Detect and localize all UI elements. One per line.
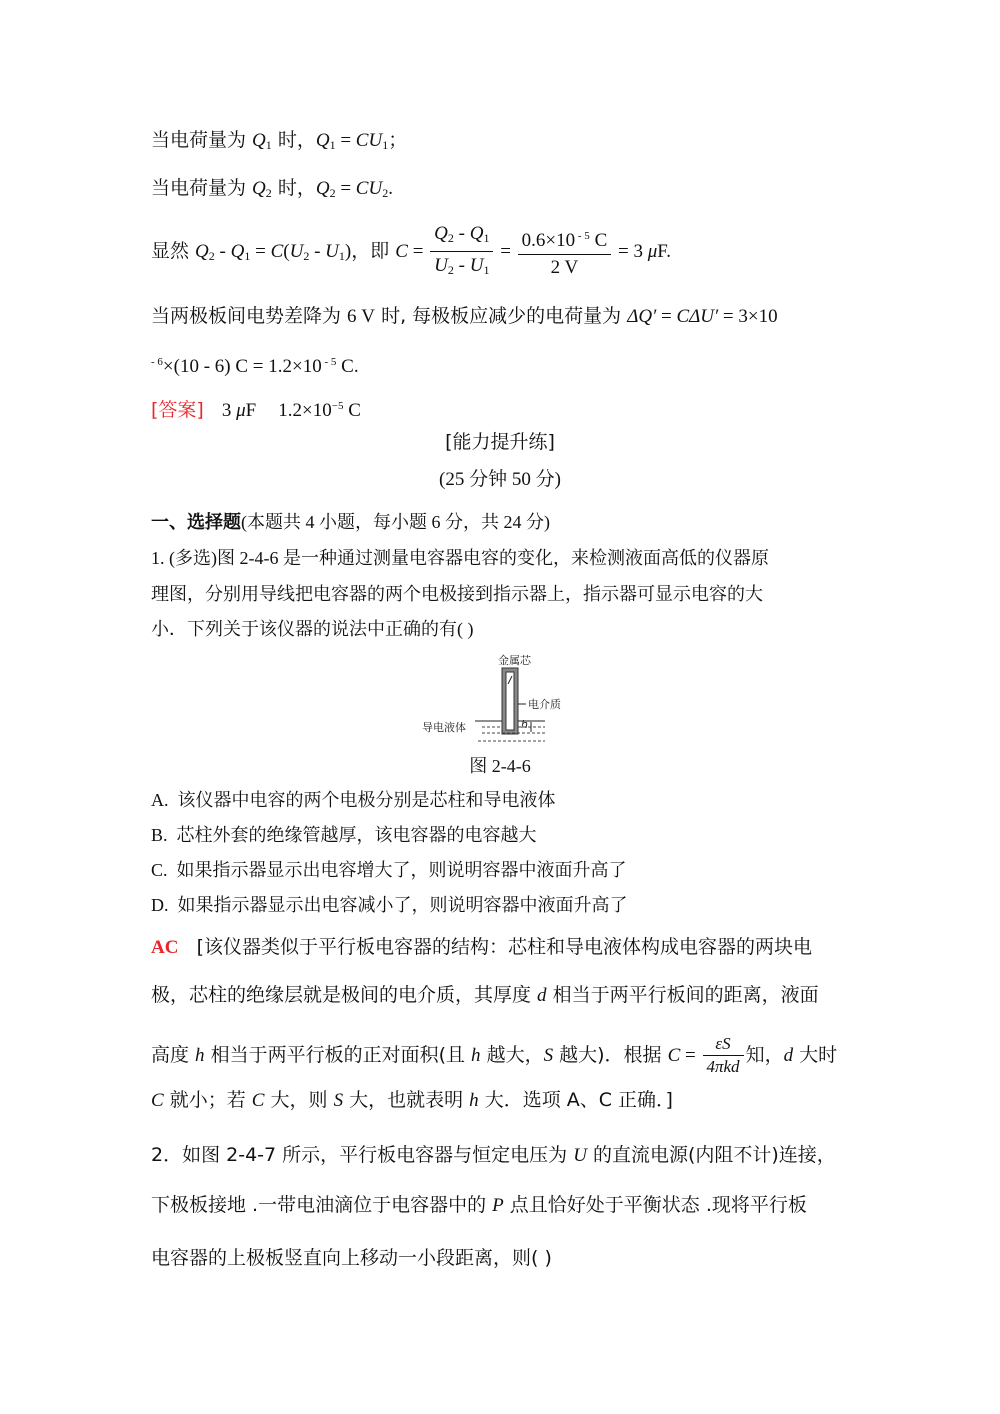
text: 相当于两平行板间的距离，液面: [546, 984, 819, 1006]
var: h: [471, 1045, 481, 1066]
text: 高度: [151, 1044, 196, 1066]
text: 2．如图 2-4-7 所示，平行板电容器与恒定电压为: [151, 1144, 574, 1166]
q2-line-3: 电容器的上极板竖直向上移动一小段距离，则( ): [151, 1247, 552, 1269]
unit: C: [343, 400, 361, 421]
sub: 2: [382, 186, 389, 200]
text: 点且恰好处于平衡状态 .现将平行板: [503, 1194, 807, 1216]
sub: 1: [483, 263, 490, 277]
q2-line-1: [151, 1143, 836, 1168]
var: C: [270, 241, 284, 262]
option-a: [151, 788, 556, 812]
heading-bold: 一、选择题: [151, 512, 241, 533]
value: = 3×10: [718, 306, 778, 327]
var: C: [395, 241, 408, 262]
sub: 2: [447, 263, 454, 277]
sub: 1: [382, 138, 389, 152]
var: Q: [230, 241, 245, 262]
option-c: [151, 858, 627, 882]
q1-line-3: 小．下列关于该仪器的说法中正确的有( ): [151, 619, 474, 639]
sub: 1: [329, 138, 336, 152]
q1-answer: AC: [151, 937, 179, 958]
equals: =: [656, 306, 677, 327]
var: Q: [195, 241, 209, 262]
text: 相当于两平行板的正对面积(且: [204, 1044, 472, 1066]
figure-caption: 图 2-4-6: [469, 756, 531, 776]
var: Q: [469, 223, 484, 244]
explanation-line-1: [151, 935, 812, 960]
punct: ；: [388, 129, 408, 151]
text: 越大)．根据: [553, 1044, 668, 1066]
option-letter: B.: [151, 825, 168, 845]
text: 下极板接地 .一带电油滴位于电容器中的: [151, 1194, 493, 1216]
explanation-line-3: [151, 1035, 837, 1076]
explanation-line-4: [151, 1088, 673, 1113]
equals: =: [680, 1045, 701, 1066]
var: U: [434, 255, 448, 276]
text: 当电荷量为: [151, 177, 253, 199]
option-letter: A.: [151, 790, 169, 810]
value: 0.6×10: [521, 229, 576, 251]
numerator: [430, 222, 493, 252]
var: CΔU′: [676, 306, 719, 327]
var: C: [151, 1090, 164, 1111]
minus: -: [453, 223, 470, 244]
label-dielectric: 电介质: [528, 698, 561, 711]
q1-line-1: 1. (多选)图 2-4-6 是一种通过测量电容器电容的变化，来检测液面高低的仪器原: [151, 548, 769, 568]
sub: 1: [265, 138, 272, 152]
var: P: [492, 1195, 504, 1216]
numerator: [518, 225, 612, 255]
equals: =: [335, 178, 356, 199]
capacitor-level-figure: [420, 650, 590, 746]
denominator: 4πkd: [706, 1057, 740, 1076]
capacitance-formula: [703, 1035, 744, 1076]
numerator: εS: [703, 1035, 744, 1056]
var-cu: CU: [355, 178, 383, 199]
option-letter: C.: [151, 860, 168, 880]
equals: =: [250, 241, 271, 262]
section-heading: [151, 510, 550, 535]
text: ，即: [351, 240, 396, 262]
option-text: 芯柱外套的绝缘管越厚，该电容器的电容越大: [176, 825, 537, 845]
text: 大．选项 A、C 正确．]: [478, 1089, 673, 1111]
sub: 2: [329, 186, 336, 200]
unit: C: [589, 229, 608, 251]
equals: =: [335, 130, 356, 151]
text: 的直流电源(内阻不计)连接，: [586, 1144, 836, 1166]
answer-label: [答案]: [151, 399, 204, 421]
exponent: - 6: [151, 356, 163, 368]
section-title: [能力提升练]: [445, 431, 555, 453]
var: U: [289, 241, 304, 262]
text: 大，则: [264, 1089, 334, 1111]
sub: 2: [265, 186, 272, 200]
var-q: Q: [252, 130, 266, 151]
sub: 2: [447, 231, 454, 245]
var: h: [469, 1090, 479, 1111]
unit: F.: [657, 241, 672, 262]
var: S: [543, 1045, 554, 1066]
minus: -: [214, 241, 231, 262]
text: [该仪器类似于平行板电容器的结构：芯柱和导电液体构成电容器的两块电: [196, 936, 812, 958]
var: h: [195, 1045, 205, 1066]
text: 当电荷量为: [151, 129, 253, 151]
var: d: [537, 985, 547, 1006]
option-letter: D.: [151, 895, 169, 915]
solution-line-4: [151, 304, 778, 329]
text: 越大，: [480, 1044, 544, 1066]
solution-line-1: [151, 128, 407, 157]
punct: .: [388, 178, 393, 199]
denominator: [430, 252, 493, 281]
answer-value-1: 3: [221, 400, 237, 421]
paren: ): [344, 241, 352, 262]
var-q: Q: [315, 178, 330, 199]
mu: μ: [236, 400, 246, 421]
var-cu: CU: [355, 130, 383, 151]
section-time: (25 分钟 50 分): [439, 469, 561, 490]
option-text: 如果指示器显示出电容增大了，则说明容器中液面升高了: [176, 860, 627, 880]
option-d: [151, 893, 628, 917]
equals: =: [495, 241, 516, 262]
var: U: [573, 1145, 587, 1166]
sub: 1: [483, 231, 490, 245]
var: C: [667, 1045, 681, 1066]
text: 知，: [745, 1044, 784, 1066]
mu: μ: [647, 241, 658, 262]
minus: -: [309, 241, 326, 262]
var: d: [783, 1045, 794, 1066]
exponent: - 5: [575, 229, 590, 242]
text: 时，: [271, 129, 316, 151]
text: 就小；若: [163, 1089, 252, 1111]
value: 6 V: [347, 306, 376, 327]
label-liquid: 导电液体: [422, 721, 466, 734]
text: 时，: [271, 177, 316, 199]
text: C.: [336, 356, 359, 377]
text: 极，芯柱的绝缘层就是极间的电介质，其厚度: [151, 984, 538, 1006]
paren: (: [283, 241, 290, 262]
explanation-line-2: [151, 983, 819, 1008]
sub: 2: [208, 249, 215, 263]
equals: =: [407, 241, 429, 262]
answer-line: [151, 394, 361, 423]
var-q: Q: [252, 178, 266, 199]
q1-line-2: 理图，分别用导线把电容器的两个电极接到指示器上，指示器可显示电容的大: [151, 584, 763, 604]
var: U: [325, 241, 339, 262]
answer-value-2: 1.2×10: [278, 400, 332, 421]
exponent: - 5: [321, 356, 337, 368]
solution-line-5: [151, 350, 359, 379]
sub: 1: [338, 249, 345, 263]
label-h: h: [521, 718, 528, 731]
solution-line-2: [151, 176, 393, 205]
exponent: −5: [331, 400, 344, 412]
var: C: [251, 1090, 265, 1111]
label-core: 金属芯: [498, 654, 531, 667]
option-text: 如果指示器显示出电容减小了，则说明容器中液面升高了: [177, 895, 628, 915]
solution-line-3: [151, 222, 671, 281]
text: ×(10 - 6) C = 1.2×10: [162, 356, 322, 377]
text: 大时: [793, 1044, 838, 1066]
denominator: 2 V: [550, 256, 579, 278]
heading-rest: (本题共 4 小题，每小题 6 分，共 24 分): [241, 512, 550, 532]
fraction-value: [518, 225, 612, 279]
fraction-q-over-u: [430, 222, 493, 281]
var: U: [469, 255, 484, 276]
option-text: 该仪器中电容的两个电极分别是芯柱和导电液体: [177, 790, 556, 810]
result: = 3: [613, 241, 648, 262]
q2-line-2: [151, 1193, 807, 1218]
minus: -: [453, 255, 470, 276]
option-b: [151, 823, 537, 847]
var: Q: [434, 223, 448, 244]
sub: 1: [244, 249, 251, 263]
text: 时, 每极板应减少的电荷量为: [375, 305, 628, 327]
sub: 2: [303, 249, 310, 263]
unit: F: [245, 400, 257, 421]
text: 大，也就表明: [343, 1089, 470, 1111]
var: ΔQ′: [627, 306, 657, 327]
var-q: Q: [315, 130, 330, 151]
text: 显然: [151, 240, 196, 262]
var: S: [333, 1090, 344, 1111]
text: 当两极板间电势差降为: [151, 305, 348, 327]
